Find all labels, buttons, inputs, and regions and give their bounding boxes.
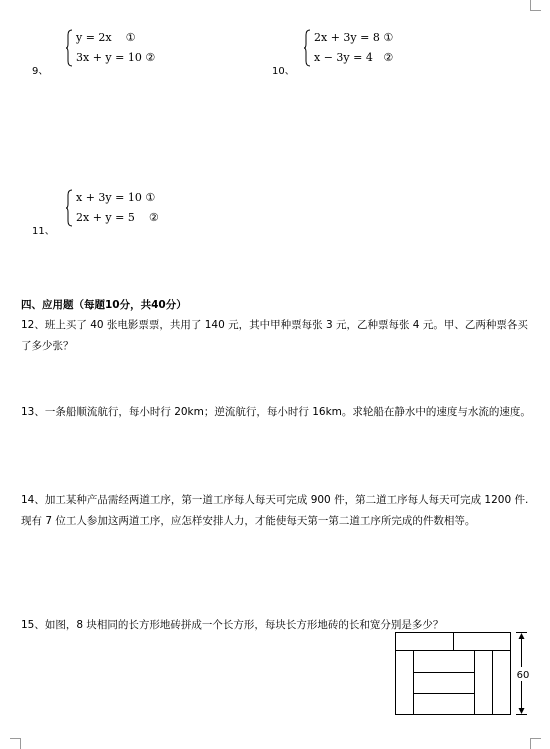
problem-10-equation-2 [304, 48, 393, 68]
problem-12-text: 12、班上买了 40 张电影票票，共用了 140 元，其中甲种票每张 3 元，乙种票每张 4 元。甲、乙两种票各买了多少张？ [21, 319, 528, 352]
problem-9-equation-1 [66, 28, 155, 48]
equation-text: y = 2x [76, 31, 112, 44]
equation-marker: ① [145, 191, 156, 204]
problem-10-number: 10、 [272, 66, 295, 77]
corner-mark-bottom-right [530, 738, 541, 749]
problem-9-system [66, 28, 155, 68]
problem-11-system [66, 188, 159, 228]
problem-10-equation-1 [304, 28, 393, 48]
problem-10-system [304, 28, 393, 68]
equation-marker: ① [383, 31, 394, 44]
arrow-up-icon [519, 633, 525, 639]
equation-marker: ② [383, 51, 394, 64]
problem-9-equation-2 [66, 48, 155, 68]
equation-marker: ② [148, 211, 159, 224]
problem-15-text: 15、如图，8 块相同的长方形地砖拼成一个长方形，每块长方形地砖的长和宽分别是多少？ [21, 619, 444, 631]
dimension-label: 60 [516, 670, 530, 681]
arrow-down-icon [519, 708, 525, 714]
equation-text: x + 3y = 10 [76, 191, 142, 204]
brace-icon [66, 189, 73, 227]
problem-9-number: 9、 [32, 66, 49, 77]
brace-icon [66, 29, 73, 67]
equation-text: 2x + y = 5 [76, 211, 135, 224]
corner-mark-bottom-left [10, 738, 21, 749]
equation-text: x − 3y = 4 [314, 51, 373, 64]
problem-11-equation-2 [66, 208, 159, 228]
equation-marker: ① [125, 31, 136, 44]
brace-icon [304, 29, 311, 67]
tile-diagram [395, 632, 535, 716]
problem-11-number: 11、 [32, 226, 55, 237]
equation-marker: ② [145, 51, 156, 64]
problem-11-equation-1 [66, 188, 159, 208]
equation-text: 2x + 3y = 8 [314, 31, 380, 44]
equation-text: 3x + y = 10 [76, 51, 142, 64]
problem-13-text: 13、一条船顺流航行，每小时行 20km；逆流航行，每小时行 16km。求轮船在静水中的速度与水流的速度。 [21, 406, 531, 418]
section-4-heading: 四、应用题（每题10分，共40分） [21, 299, 187, 311]
corner-mark-top-right [530, 0, 541, 11]
problem-14-text: 14、加工某种产品需经两道工序，第一道工序每人每天可完成 900 件，第二道工序每人每天可完成 1200 件.现有 7 位工人参加这两道工序，应怎样安排人力，才能使每天第一第二道工序所完成的件数相等。 [21, 494, 529, 527]
